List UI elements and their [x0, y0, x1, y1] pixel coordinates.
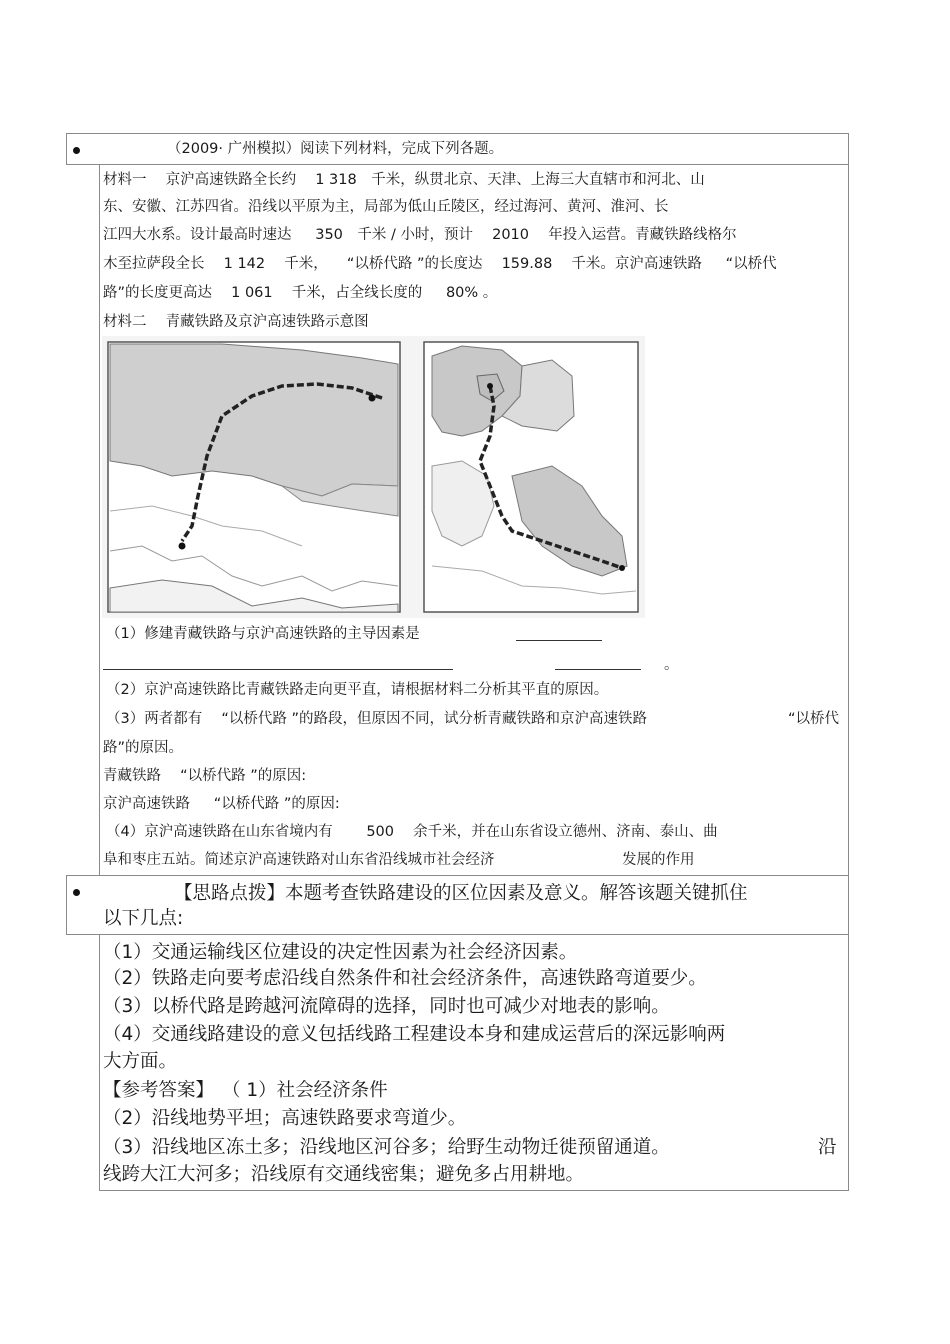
- analysis-title-cont: 以下几点:: [103, 908, 184, 929]
- material-one-line: 东、安徽、江苏四省。沿线以平原为主，局部为低山丘陵区，经过海河、黄河、淮河、长: [103, 199, 669, 215]
- analysis-point: （3）以桥代路是跨越河流障碍的选择，同时也可减少对地表的影响。: [103, 996, 670, 1017]
- question-3-qinghai: 青藏铁路 “以桥代路 ”的原因:: [103, 768, 307, 784]
- answer-3-tail: 沿: [818, 1137, 837, 1158]
- analysis-title: 【思路点拨】本题考查铁路建设的区位因素及意义。解答该题关键抓住: [174, 883, 748, 904]
- question-3-line-2: 路”的原因。: [103, 740, 184, 756]
- question-3-line-1-tail: “以桥代: [788, 711, 840, 727]
- bullet-marker: [73, 889, 80, 896]
- analysis-point: （4）交通线路建设的意义包括线路工程建设本身和建成运营后的深远影响两: [103, 1024, 726, 1045]
- answer-1: （ 1）社会经济条件: [222, 1080, 388, 1101]
- answer-blank[interactable]: [555, 669, 641, 670]
- golmud-point: [369, 395, 376, 402]
- analysis-point: （1）交通运输线区位建设的决定性因素为社会经济因素。: [103, 942, 578, 963]
- question-1-end: 。: [664, 657, 679, 673]
- question-4-line-2-tail: 发展的作用: [622, 852, 695, 868]
- question-3-jinghu: 京沪高速铁路 “以桥代路 ”的原因:: [103, 796, 340, 812]
- material-one-line: 木至拉萨段全长 1 142 千米， “以桥代路 ”的长度达 159.88 千米。京沪高速铁路 “以桥代: [103, 256, 777, 272]
- question-4-line-2: 阜和枣庄五站。简述京沪高速铁路对山东省沿线城市社会经济: [103, 852, 495, 868]
- question-3-line-1: （3）两者都有 “以桥代路 ”的路段，但原因不同，试分析青藏铁路和京沪高速铁路: [106, 711, 647, 727]
- analysis-point: （2）铁路走向要考虑沿线自然条件和社会经济条件，高速铁路弯道要少。: [103, 968, 707, 989]
- material-two-caption: 材料二 青藏铁路及京沪高速铁路示意图: [103, 314, 369, 330]
- lhasa-point: [179, 543, 186, 550]
- question-2: （2）京沪高速铁路比青藏铁路走向更平直，请根据材料二分析其平直的原因。: [106, 682, 609, 698]
- material-one-line: 路”的长度更高达 1 061 千米，占全线长度的 80% 。: [103, 285, 498, 301]
- answer-blank[interactable]: [516, 640, 602, 641]
- question-4-line-1: （4）京沪高速铁路在山东省境内有 500 余千米，并在山东省设立德州、济南、泰山、曲: [106, 824, 718, 840]
- material-one-line: 材料一 京沪高速铁路全长约 1 318 千米，纵贯北京、天津、上海三大直辖市和河北、山: [103, 172, 705, 188]
- answer-3-line-2: 线跨大江大河多；沿线原有交通线密集；避免多占用耕地。: [103, 1164, 585, 1185]
- answer-3-line-1: （3）沿线地区冻土多；沿线地区河谷多；给野生动物迁徙预留通道。: [103, 1137, 670, 1158]
- answer-label: 【参考答案】: [103, 1080, 215, 1101]
- material-one-line: 江四大水系。设计最高时速达 350 千米 / 小时，预计 2010 年投入运营。青藏铁路线格尔: [103, 227, 737, 243]
- railway-map-svg: [102, 336, 645, 618]
- question-1: （1）修建青藏铁路与京沪高速铁路的主导因素是: [106, 626, 420, 642]
- shanghai-point: [619, 565, 625, 571]
- beijing-point: [487, 383, 493, 389]
- question-intro: （2009· 广州模拟）阅读下列材料，完成下列各题。: [167, 141, 504, 157]
- answer-blank[interactable]: [103, 669, 453, 670]
- railway-map-figure: [102, 336, 645, 618]
- analysis-point: 大方面。: [103, 1051, 178, 1072]
- answer-2: （2）沿线地势平坦；高速铁路要求弯道少。: [103, 1108, 467, 1129]
- bullet-marker: [73, 147, 80, 154]
